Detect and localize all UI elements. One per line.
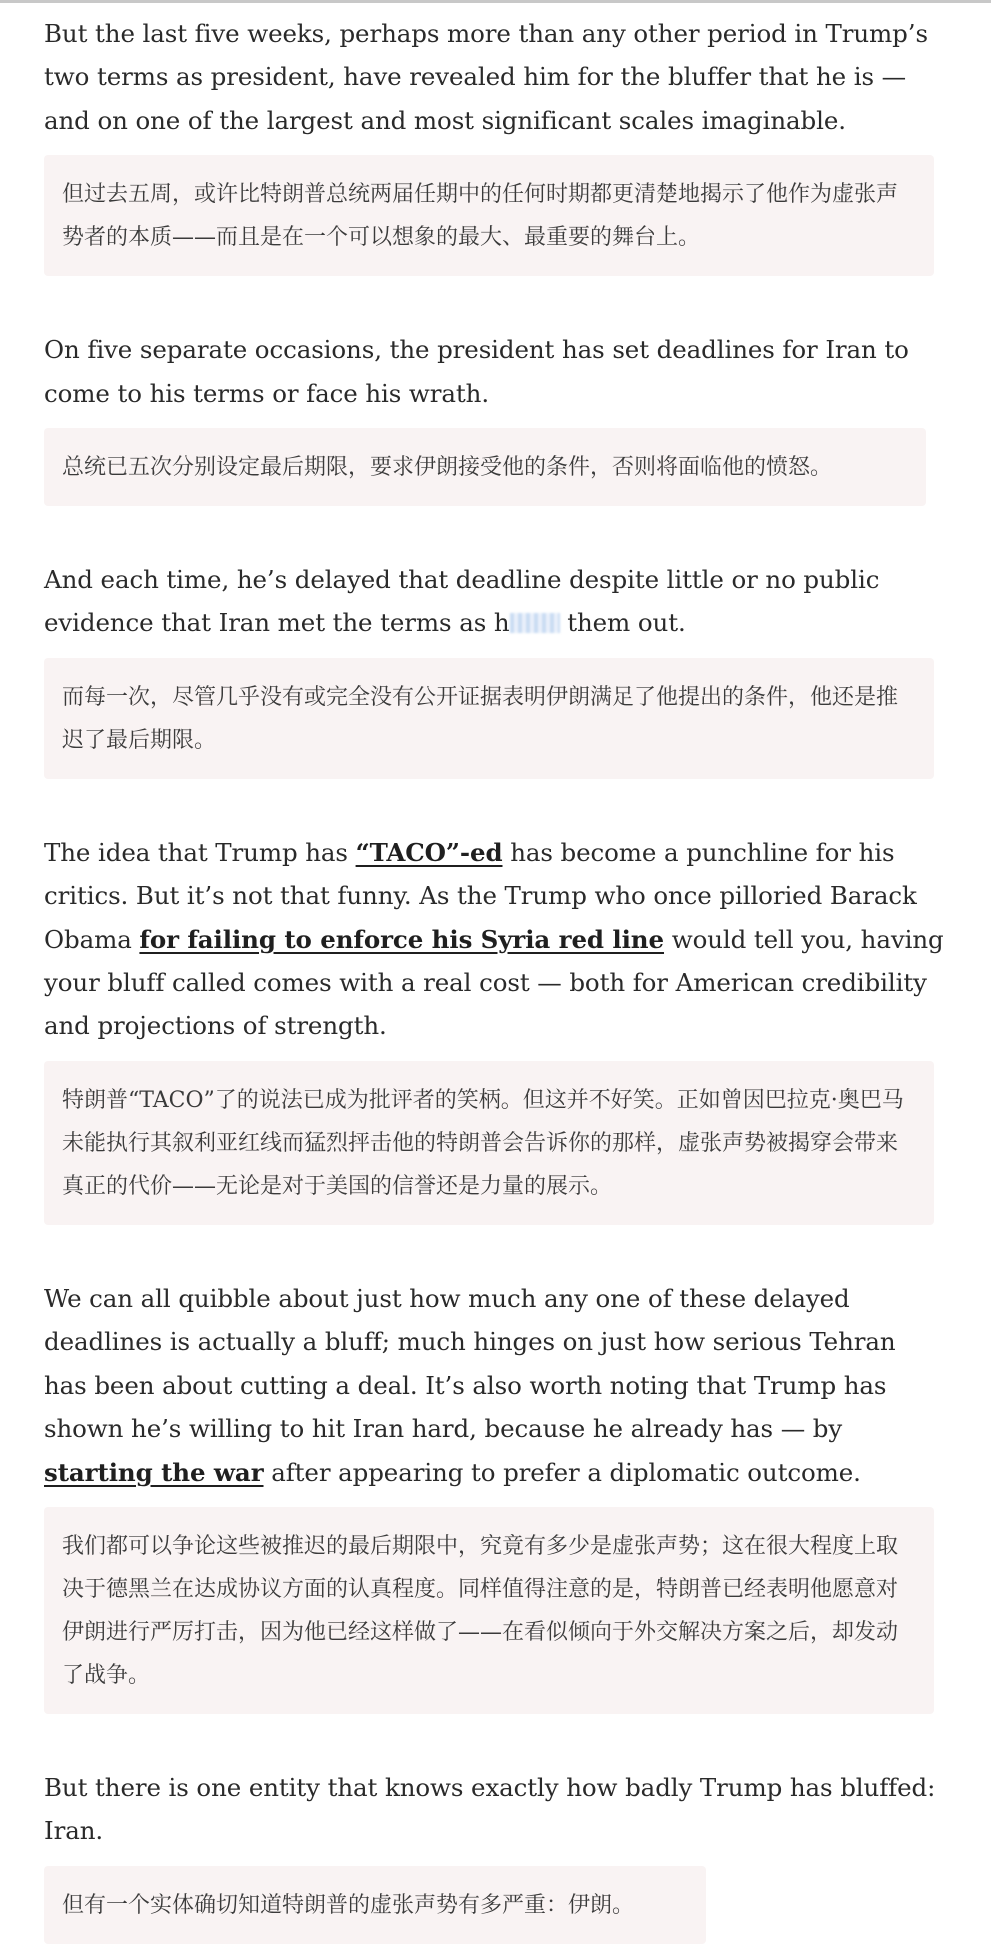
english-paragraph-5 — [44, 1277, 944, 1494]
english-paragraph-5-part-b: after appearing to prefer a diplomatic outcome. — [263, 1457, 861, 1487]
english-paragraph-4-part-c: would tell you, having your bluff called comes with a real cost — both for American credibility and projections of strength. — [44, 924, 944, 1041]
chinese-translation-2: 总统已五次分别设定最后期限，要求伊朗接受他的条件，否则将面临他的愤怒。 — [44, 428, 926, 506]
bilingual-article — [44, 12, 944, 1944]
english-paragraph-5-part-a: We can all quibble about just how much any one of these delayed deadlines is actually a bluff; much hinges on just how serious Tehran has been about cutting a deal. It’s also worth noting that Trump has shown he’s willing to hit Iran hard, because he already has — by — [44, 1283, 896, 1444]
chinese-translation-4: 特朗普“TACO”了的说法已成为批评者的笑柄。但这并不好笑。正如曾因巴拉克·奥巴马未能执行其叙利亚红线而猛烈抨击他的特朗普会告诉你的那样，虚张声势被揭穿会带来真正的代价——无论是对于美国的信誉还是力量的展示。 — [44, 1061, 934, 1225]
chinese-translation-6: 但有一个实体确切知道特朗普的虚张声势有多严重：伊朗。 — [44, 1866, 706, 1944]
english-paragraph-3 — [44, 558, 944, 645]
top-divider — [0, 0, 991, 3]
taco-link[interactable]: “TACO”-ed — [355, 837, 503, 867]
english-paragraph-6: But there is one entity that knows exactly how badly Trump has bluffed: Iran. — [44, 1772, 936, 1846]
obscured-text-redaction — [510, 613, 560, 633]
english-paragraph-4-part-b: has become a punchline for his critics. But it’s not that funny. As the Trump who once pilloried Barack Obama — [44, 837, 917, 954]
chinese-translation-1: 但过去五周，或许比特朗普总统两届任期中的任何时期都更清楚地揭示了他作为虚张声势者的本质——而且是在一个可以想象的最大、最重要的舞台上。 — [44, 155, 934, 276]
english-paragraph-4-part-a: The idea that Trump has — [44, 837, 356, 867]
english-paragraph-2: On five separate occasions, the president has set deadlines for Iran to come to his terms or face his wrath. — [44, 335, 909, 408]
english-paragraph-3-part-a: And each time, he’s delayed that deadline despite little or no public evidence that Iran met the terms as h — [44, 565, 880, 638]
starting-the-war-link[interactable]: starting the war — [44, 1457, 264, 1487]
english-paragraph-4 — [44, 831, 944, 1048]
english-paragraph-3-part-b: them out. — [559, 608, 686, 638]
chinese-translation-3: 而每一次，尽管几乎没有或完全没有公开证据表明伊朗满足了他提出的条件，他还是推迟了最后期限。 — [44, 658, 934, 779]
english-paragraph-1: But the last five weeks, perhaps more than any other period in Trump’s two terms as president, have revealed him for the bluffer that he is — and on one of the largest and most significant scales imaginable. — [44, 19, 928, 135]
chinese-translation-5: 我们都可以争论这些被推迟的最后期限中，究竟有多少是虚张声势；这在很大程度上取决于德黑兰在达成协议方面的认真程度。同样值得注意的是，特朗普已经表明他愿意对伊朗进行严厉打击，因为他已经这样做了——在看似倾向于外交解决方案之后，却发动了战争。 — [44, 1507, 934, 1714]
syria-red-line-link[interactable]: for failing to enforce his Syria red line — [139, 924, 665, 954]
